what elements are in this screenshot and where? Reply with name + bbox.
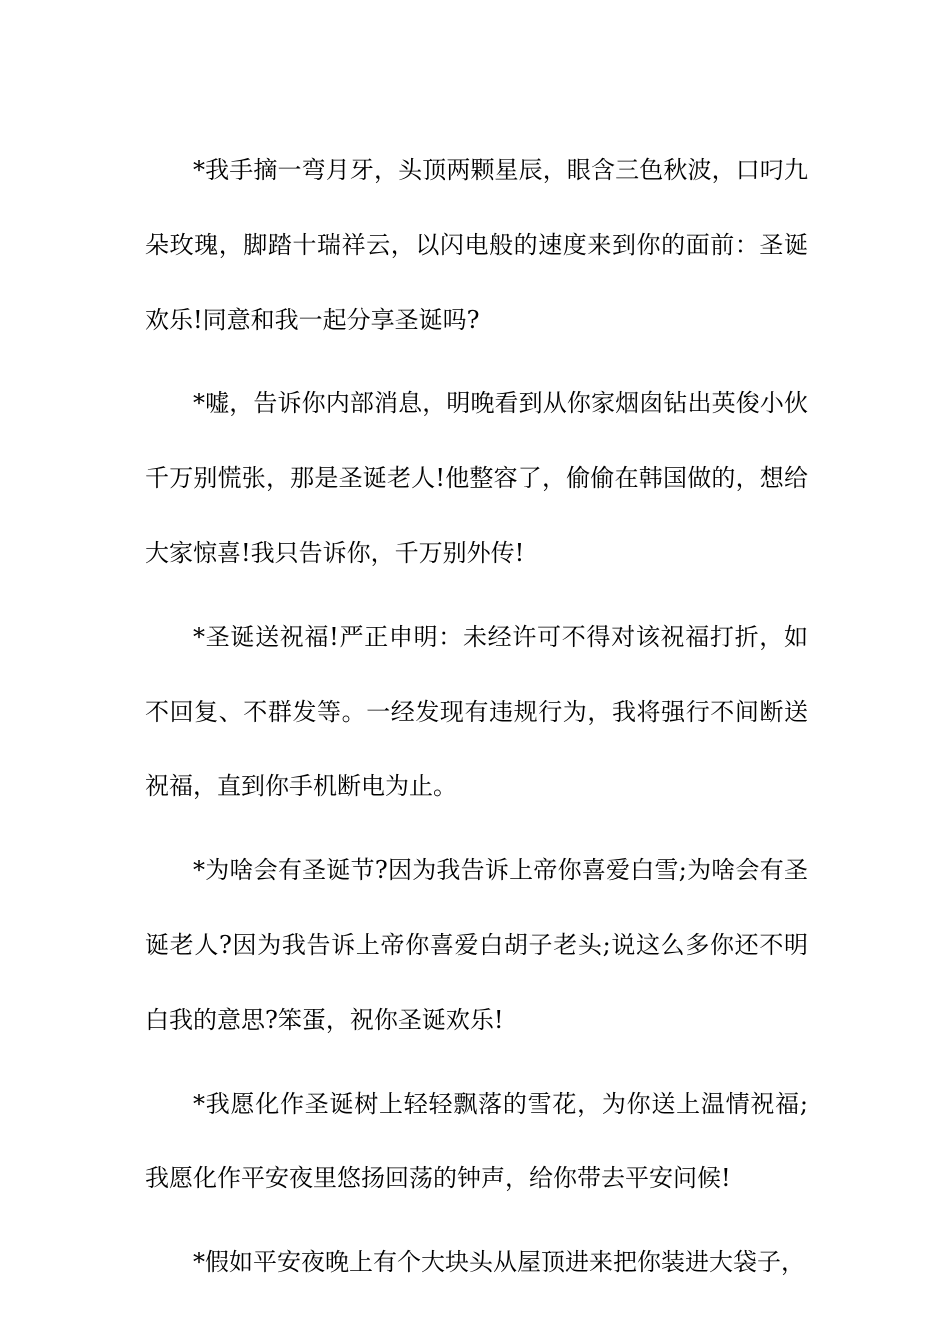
paragraph-5: *我愿化作圣诞树上轻轻飘落的雪花，为你送上温情祝福;我愿化作平安夜里悠扬回荡的钟声，给你带去平安问候! [145, 1089, 808, 1193]
paragraph-4: *为啥会有圣诞节?因为我告诉上帝你喜爱白雪;为啥会有圣诞老人?因为我告诉上帝你喜爱白胡子老头;说这么多你还不明白我的意思?笨蛋，祝你圣诞欢乐! [145, 856, 808, 1034]
paragraph-1: *我手摘一弯月牙，头顶两颗星辰，眼含三色秋波，口叼九朵玫瑰，脚踏十瑞祥云，以闪电般的速度来到你的面前：圣诞欢乐!同意和我一起分享圣诞吗? [145, 156, 808, 334]
paragraph-2: *嘘，告诉你内部消息，明晚看到从你家烟囱钻出英俊小伙千万别慌张，那是圣诞老人!他整容了，偷偷在韩国做的，想给大家惊喜!我只告诉你，千万别外传! [145, 389, 808, 567]
paragraph-3: *圣诞送祝福!严正申明：未经许可不得对该祝福打折，如不回复、不群发等。一经发现有违规行为，我将强行不间断送祝福，直到你手机断电为止。 [145, 622, 808, 801]
paragraph-6: *假如平安夜晚上有个大块头从屋顶进来把你装进大袋子， [193, 1248, 805, 1277]
